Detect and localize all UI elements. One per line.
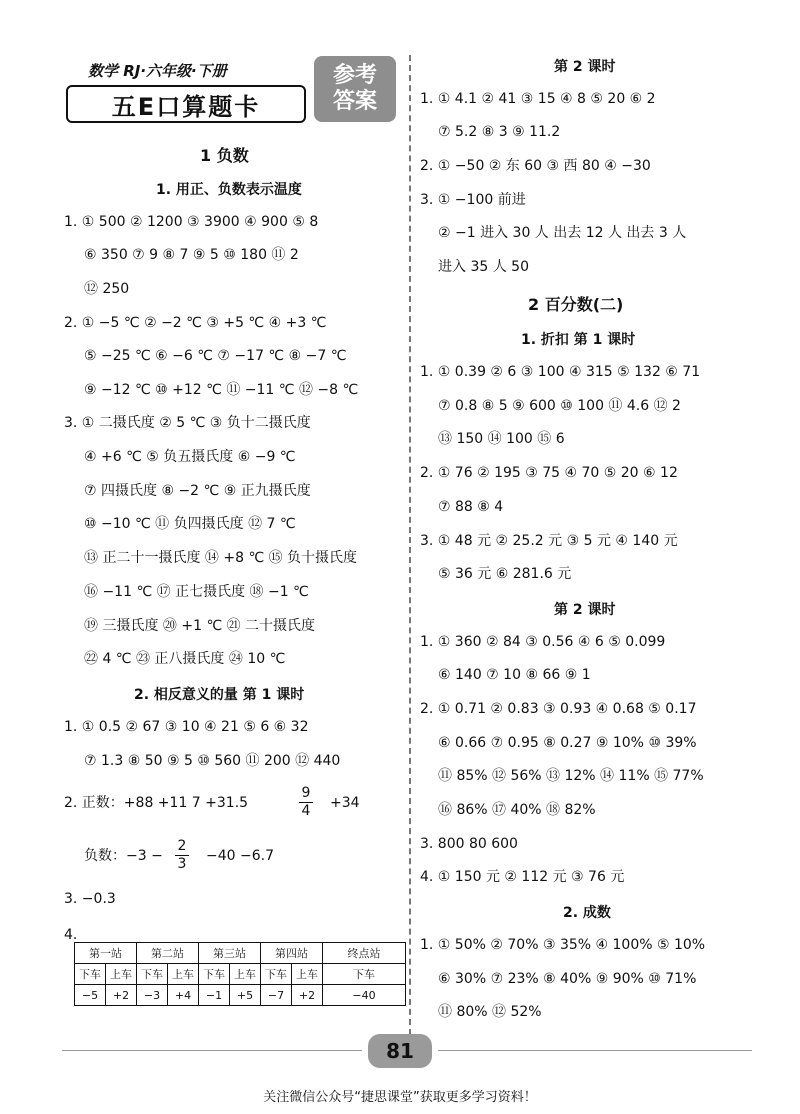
fraction-two-thirds: [175, 838, 189, 873]
table-cell: −1: [199, 985, 230, 1006]
subsection-title: 2. 成数: [563, 905, 611, 921]
answer-line: 3. ① −100 前进: [420, 192, 526, 208]
answer-line: 2. ① −5 ℃ ② −2 ℃ ③ +5 ℃ ④ +3 ℃: [64, 315, 327, 331]
answer-line: ⑩ −10 ℃ ⑪ 负四摄氏度 ⑫ 7 ℃: [84, 516, 296, 532]
answer-line: 1. ① 0.39 ② 6 ③ 100 ④ 315 ⑤ 132 ⑥ 71: [420, 364, 701, 380]
answer-line: ② −1 进入 30 人 出去 12 人 出去 3 人: [438, 225, 687, 241]
section-title-percentages: 2 百分数(二): [528, 295, 624, 314]
table-cell: −5: [75, 985, 106, 1006]
subsection-title: 2. 相反意义的量 第 1 课时: [134, 687, 305, 703]
table-row: [75, 964, 406, 985]
table-cell: 上车: [106, 964, 137, 985]
answer-line: 3. ① 48 元 ② 25.2 元 ③ 5 元 ④ 140 元: [420, 533, 678, 549]
table-row: [75, 985, 406, 1006]
answer-line: 1. ① 4.1 ② 41 ③ 15 ④ 8 ⑤ 20 ⑥ 2: [420, 91, 656, 107]
fraction-numerator: 2: [177, 838, 187, 854]
answer-line: ⑲ 三摄氏度 ⑳ +1 ℃ ㉑ 二十摄氏度: [84, 618, 316, 634]
fraction-numerator: 9: [301, 785, 311, 801]
answer-line: ⑥ 350 ⑦ 9 ⑧ 7 ⑨ 5 ⑩ 180 ⑪ 2: [84, 247, 299, 263]
answer-line: ⑫ 250: [84, 281, 130, 297]
negative-numbers-line: 负数：−3 −: [84, 848, 163, 864]
answer-line: ⑤ −25 ℃ ⑥ −6 ℃ ⑦ −17 ℃ ⑧ −7 ℃: [84, 348, 347, 364]
answer-line: ⑦ 5.2 ⑧ 3 ⑨ 11.2: [438, 124, 561, 140]
answer-line: 1. ① 360 ② 84 ③ 0.56 ④ 6 ⑤ 0.099: [420, 634, 666, 650]
table-header-cell: 第二站: [137, 943, 199, 964]
stamp-line-2: 答案: [332, 89, 377, 114]
table-cell: +5: [230, 985, 261, 1006]
table-cell: 下车: [261, 964, 292, 985]
table-cell: 下车: [75, 964, 106, 985]
answer-line: 3. −0.3: [64, 891, 116, 907]
subsection-title: 第 2 课时: [554, 59, 616, 75]
answer-line: ⑪ 85% ⑫ 56% ⑬ 12% ⑭ 11% ⑮ 77%: [438, 768, 704, 784]
answer-line: ⑯ 86% ⑰ 40% ⑱ 82%: [438, 802, 596, 818]
page-number: 81: [368, 1034, 432, 1068]
positive-numbers-line: 2. 正数：+88 +11 7 +31.5: [64, 795, 249, 811]
answer-stamp: [314, 56, 396, 122]
book-subject: 数学 RJ·六年级·下册: [88, 62, 227, 80]
answer-line: ⑦ 1.3 ⑧ 50 ⑨ 5 ⑩ 560 ⑪ 200 ⑫ 440: [84, 753, 341, 769]
table-cell: 上车: [230, 964, 261, 985]
answer-line: 1. ① 50% ② 70% ③ 35% ④ 100% ⑤ 10%: [420, 937, 706, 953]
footer-rule-left: [62, 1050, 362, 1051]
footer-rule-right: [438, 1050, 752, 1051]
subsection-title: 1. 折扣 第 1 课时: [521, 332, 636, 348]
answer-line: 1. ① 0.5 ② 67 ③ 10 ④ 21 ⑤ 6 ⑥ 32: [64, 719, 309, 735]
table-cell: −3: [137, 985, 168, 1006]
table-cell: −7: [261, 985, 292, 1006]
table-cell: 上车: [292, 964, 323, 985]
bus-stops-table: [74, 942, 406, 1006]
answer-line: ⑥ 140 ⑦ 10 ⑧ 66 ⑨ 1: [438, 667, 591, 683]
answer-line: ⑬ 150 ⑭ 100 ⑮ 6: [438, 431, 565, 447]
answer-line: 3. 800 80 600: [420, 836, 518, 852]
answer-line: 4. ① 150 元 ② 112 元 ③ 76 元: [420, 869, 625, 885]
answer-line: ⑥ 30% ⑦ 23% ⑧ 40% ⑨ 90% ⑩ 71%: [438, 971, 697, 987]
answer-line: ⑥ 0.66 ⑦ 0.95 ⑧ 0.27 ⑨ 10% ⑩ 39%: [438, 735, 697, 751]
answer-line: ⑦ 0.8 ⑧ 5 ⑨ 600 ⑩ 100 ⑪ 4.6 ⑫ 2: [438, 398, 681, 414]
table-cell: −40: [323, 985, 406, 1006]
table-cell: 下车: [137, 964, 168, 985]
table-header-cell: 第三站: [199, 943, 261, 964]
answer-line: ⑨ −12 ℃ ⑩ +12 ℃ ⑪ −11 ℃ ⑫ −8 ℃: [84, 382, 359, 398]
table-cell: +2: [292, 985, 323, 1006]
fraction-denominator: 3: [175, 855, 189, 873]
table-header-cell: 终点站: [323, 943, 406, 964]
answer-line: 3. ① 二摄氏度 ② 5 ℃ ③ 负十二摄氏度: [64, 415, 311, 431]
answer-line: 进入 35 人 50: [438, 259, 529, 275]
table-cell: 下车: [323, 964, 406, 985]
negative-numbers-tail: −40 −6.7: [206, 848, 274, 864]
column-divider: [409, 55, 411, 1035]
table-cell: 上车: [168, 964, 199, 985]
footer-note: 关注微信公众号“捷思课堂”获取更多学习资料！: [263, 1090, 537, 1105]
positive-numbers-tail: +34: [330, 795, 360, 811]
answer-line: 2. ① −50 ② 东 60 ③ 西 80 ④ −30: [420, 158, 651, 174]
table-header-cell: 第一站: [75, 943, 137, 964]
answer-line: ⑤ 36 元 ⑥ 281.6 元: [438, 566, 572, 582]
fraction-nine-fourths: [299, 785, 313, 820]
table-cell: +2: [106, 985, 137, 1006]
answer-line: 1. ① 500 ② 1200 ③ 3900 ④ 900 ⑤ 8: [64, 214, 319, 230]
table-header-cell: 第四站: [261, 943, 323, 964]
table-cell: 下车: [199, 964, 230, 985]
answer-line: 4.: [64, 927, 78, 943]
answer-line: 2. ① 0.71 ② 0.83 ③ 0.93 ④ 0.68 ⑤ 0.17: [420, 701, 697, 717]
table-row: [75, 943, 406, 964]
table-cell: +4: [168, 985, 199, 1006]
fraction-denominator: 4: [299, 802, 313, 820]
stamp-line-1: 参考: [332, 63, 377, 88]
answer-line: ⑦ 四摄氏度 ⑧ −2 ℃ ⑨ 正九摄氏度: [84, 483, 311, 499]
answer-line: ⑦ 88 ⑧ 4: [438, 499, 504, 515]
answer-line: ⑯ −11 ℃ ⑰ 正七摄氏度 ⑱ −1 ℃: [84, 584, 309, 600]
answer-line: ④ +6 ℃ ⑤ 负五摄氏度 ⑥ −9 ℃: [84, 449, 296, 465]
section-title-negative-numbers: 1 负数: [200, 146, 249, 165]
answer-line: 2. ① 76 ② 195 ③ 75 ④ 70 ⑤ 20 ⑥ 12: [420, 465, 678, 481]
subsection-title: 1. 用正、负数表示温度: [156, 182, 302, 198]
answer-line: ㉒ 4 ℃ ㉓ 正八摄氏度 ㉔ 10 ℃: [84, 651, 286, 667]
answer-line: ⑬ 正二十一摄氏度 ⑭ +8 ℃ ⑮ 负十摄氏度: [84, 550, 358, 566]
subsection-title: 第 2 课时: [554, 602, 616, 618]
answer-line: ⑪ 80% ⑫ 52%: [438, 1004, 542, 1020]
brand-title: 五E口算题卡: [66, 85, 306, 123]
